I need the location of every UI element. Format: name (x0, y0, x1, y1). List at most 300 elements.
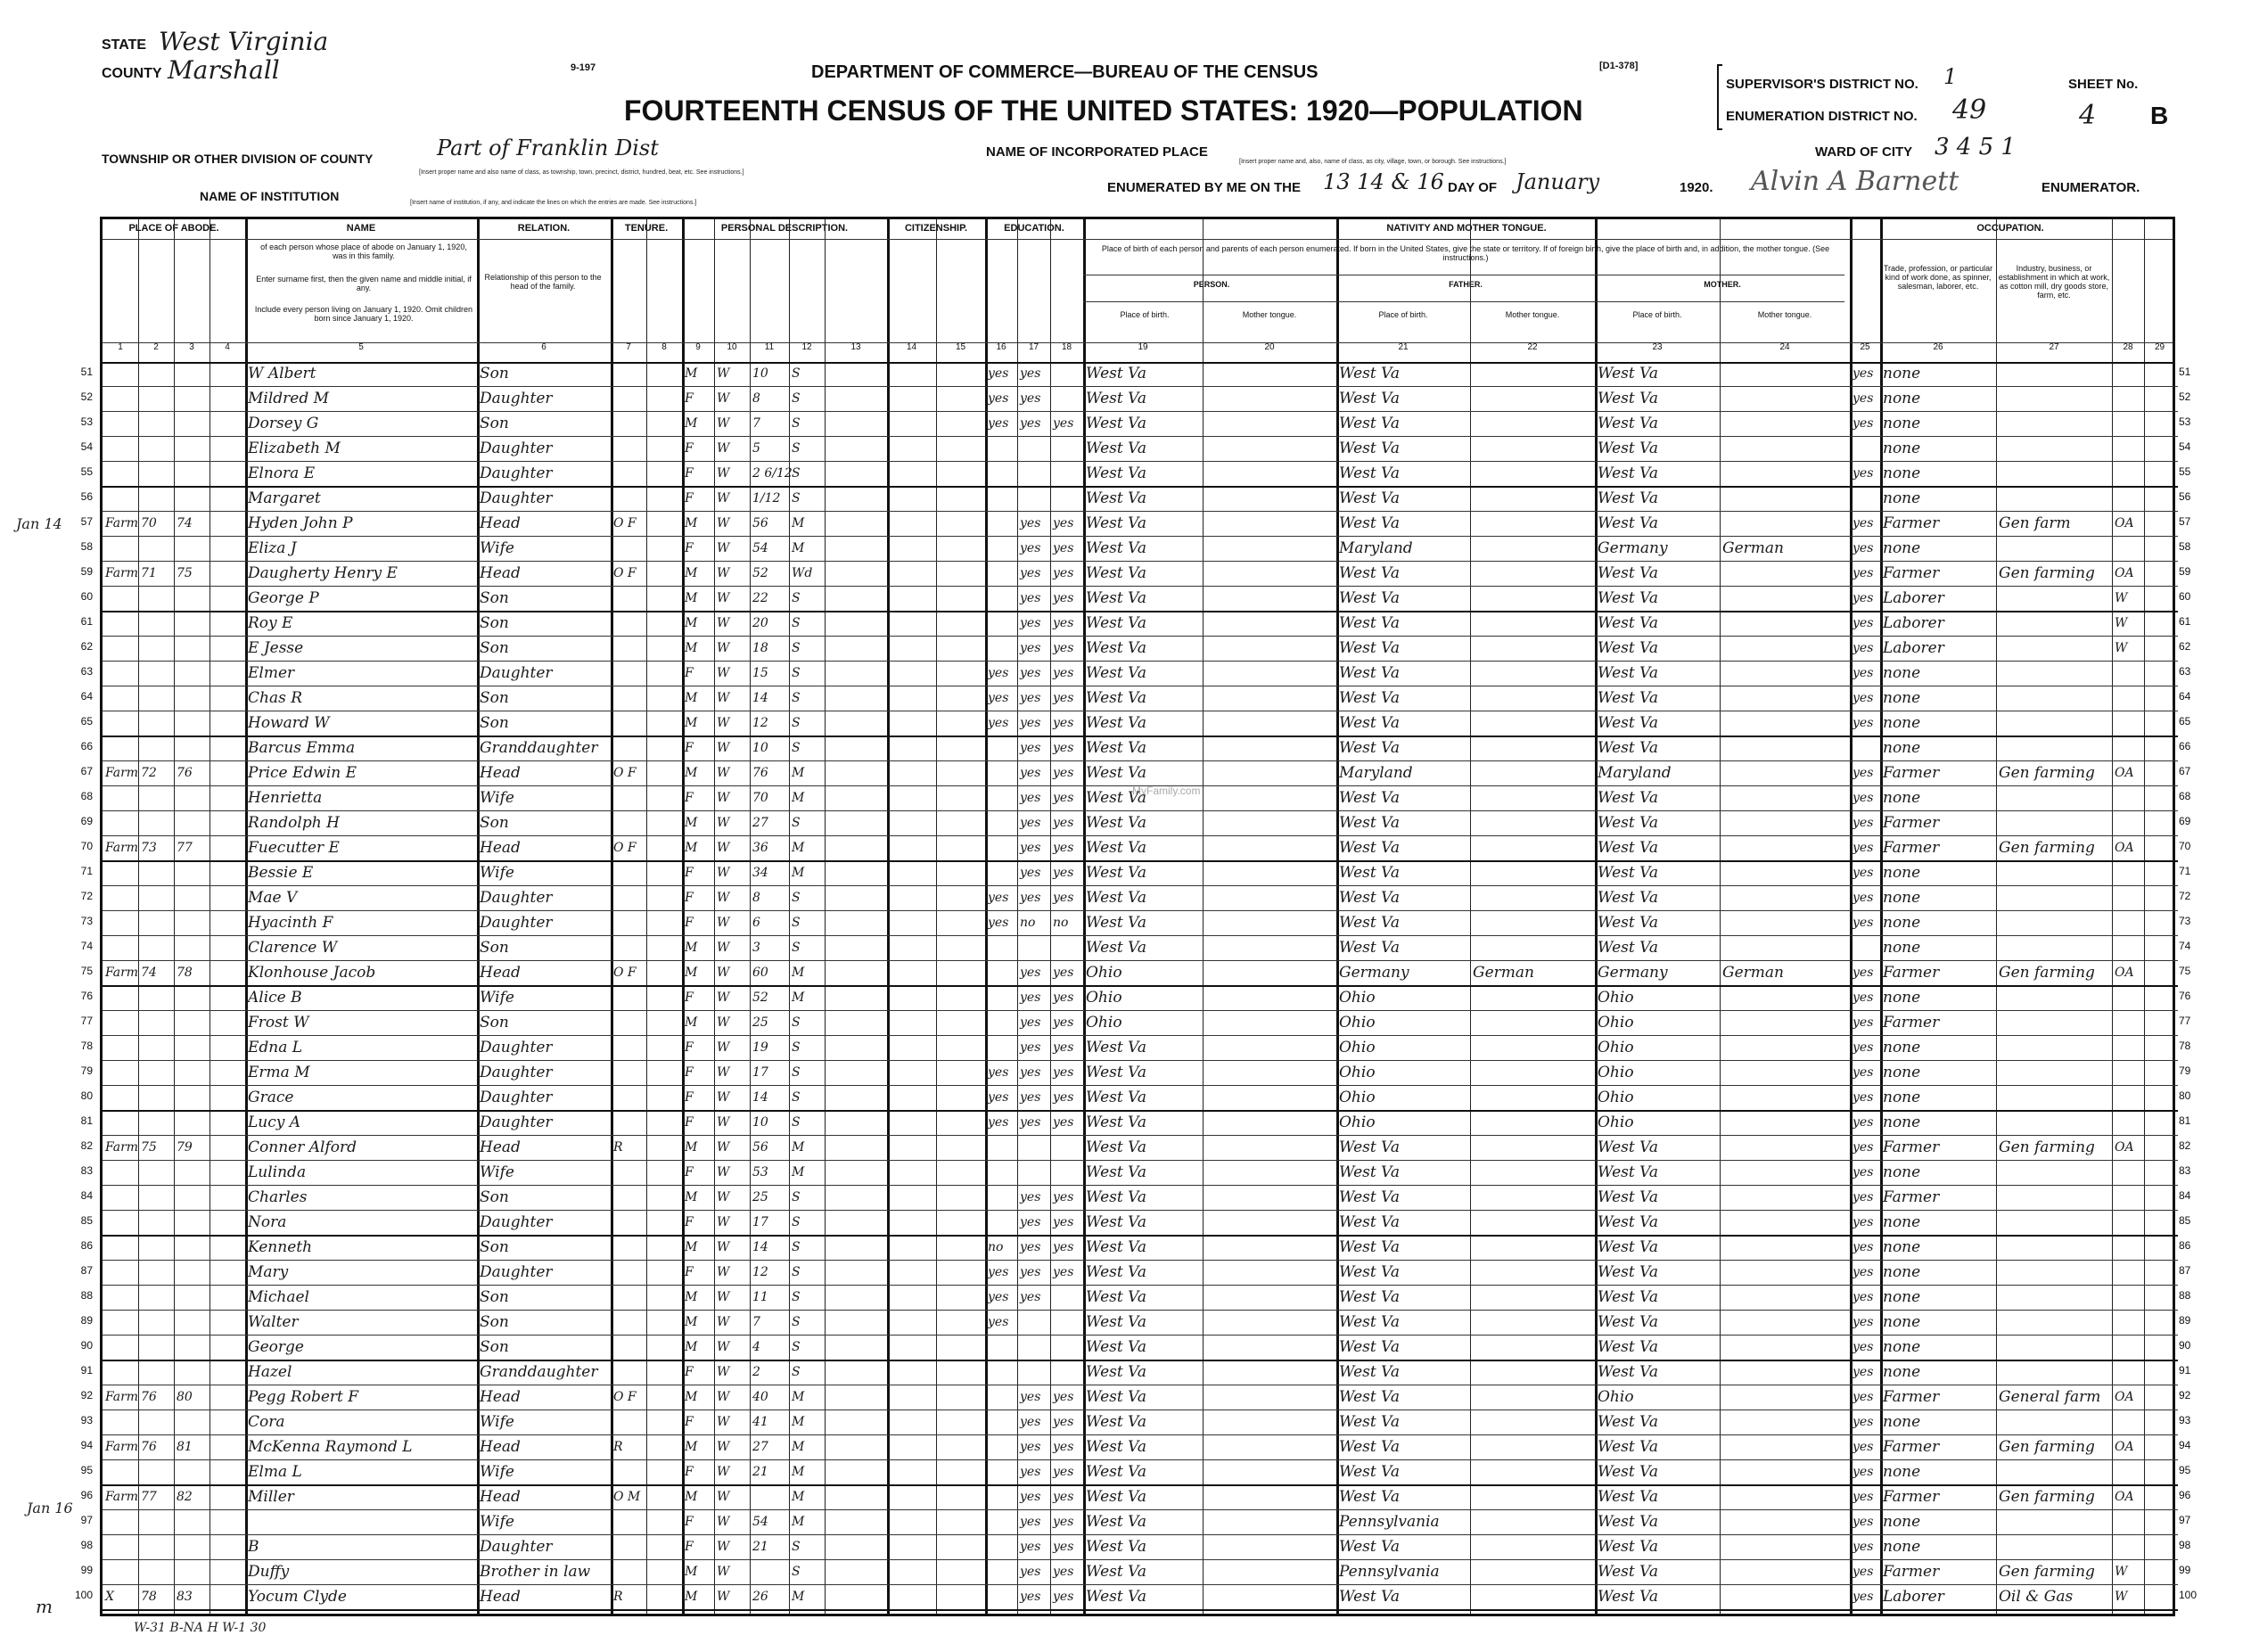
cell-birth: West Va (1086, 365, 1146, 382)
cell-english: yes (1853, 891, 1874, 905)
cell-sex: F (685, 391, 694, 406)
table-row (103, 1061, 2178, 1084)
cell-trade: none (1883, 739, 1921, 757)
cell-street: Farm (105, 1140, 139, 1155)
column-number: 3 (189, 342, 194, 352)
cell-age: 4 (752, 1340, 760, 1354)
group-place-of-abode: PLACE OF ABODE. (128, 223, 219, 234)
cell-relation: Daughter (480, 489, 553, 507)
line-number-right: 76 (2179, 990, 2191, 1002)
cell-sex: F (685, 1165, 694, 1179)
cell-marital: M (792, 1515, 805, 1529)
cell-industry: Oil & Gas (1999, 1588, 2074, 1606)
line-number-right: 65 (2179, 715, 2191, 727)
table-row (103, 1535, 2178, 1558)
cell-mother-birth: West Va (1598, 889, 1658, 907)
cell-mother-birth: West Va (1598, 664, 1658, 682)
sheet-side: B (2150, 102, 2169, 129)
cell-race: W (717, 1590, 730, 1604)
line-number: 62 (80, 640, 93, 653)
form-id: [D1-378] (1599, 61, 1639, 71)
cell-father-birth: Ohio (1339, 1114, 1376, 1131)
cell-father-birth: West Va (1339, 864, 1400, 882)
cell-race: W (717, 466, 730, 481)
column-number: 12 (801, 342, 812, 352)
cell-write: yes (1053, 566, 1074, 580)
cell-read: yes (1020, 1465, 1041, 1479)
line-number: 90 (80, 1339, 93, 1352)
cell-relation: Head (480, 1488, 521, 1506)
cell-relation: Son (480, 614, 509, 632)
census-table (100, 217, 2175, 1616)
column-number: 9 (695, 342, 701, 352)
cell-mother-birth: West Va (1598, 839, 1658, 857)
cell-read: yes (1020, 1040, 1041, 1055)
cell-father-birth: West Va (1339, 514, 1400, 532)
cell-read: yes (1020, 616, 1041, 630)
cell-age: 10 (752, 741, 768, 755)
column-number: 6 (541, 342, 546, 352)
margin-note-jan16: Jan 16 (27, 1500, 73, 1516)
cell-marital: S (792, 1040, 801, 1055)
cell-trade: none (1883, 1163, 1921, 1181)
cell-marital: S (792, 416, 801, 431)
cell-name: Mae V (248, 889, 298, 907)
cell-read: yes (1020, 691, 1041, 705)
cell-father-birth: West Va (1339, 1288, 1400, 1306)
cell-write: yes (1053, 1115, 1074, 1130)
mother-tongue-header: Mother tongue. (1757, 310, 1812, 319)
township-label: TOWNSHIP OR OTHER DIVISION OF COUNTY (102, 152, 374, 166)
cell-trade: none (1883, 664, 1921, 682)
cell-street: Farm (105, 766, 139, 780)
cell-birth: West Va (1086, 464, 1146, 482)
cell-relation: Daughter (480, 390, 553, 407)
cell-english: yes (1853, 1240, 1874, 1254)
cell-sex: M (685, 941, 698, 955)
cell-sex: M (685, 591, 698, 605)
cell-name: Hyacinth F (248, 914, 333, 932)
column-number: 28 (2123, 342, 2133, 352)
table-row (103, 587, 2178, 610)
cell-dwelling: 75 (141, 1140, 157, 1155)
line-number: 87 (80, 1264, 93, 1277)
cell-father-birth: West Va (1339, 464, 1400, 482)
cell-name: Margaret (248, 489, 321, 507)
table-row (103, 537, 2178, 560)
cell-birth: West Va (1086, 1263, 1146, 1281)
cell-trade: Farmer (1883, 964, 1940, 982)
group-education: EDUCATION. (1004, 223, 1064, 234)
cell-mother-birth: West Va (1598, 1263, 1658, 1281)
cell-write: yes (1053, 666, 1074, 680)
cell-class: OA (2115, 1440, 2134, 1454)
cell-mother-birth: West Va (1598, 1313, 1658, 1331)
cell-name: Klonhouse Jacob (248, 964, 376, 982)
cell-father-birth: West Va (1339, 1313, 1400, 1331)
cell-family: 76 (177, 766, 193, 780)
cell-birth: West Va (1086, 889, 1146, 907)
mother-header: MOTHER. (1704, 280, 1741, 289)
trade-header: Trade, profession, or particular kind of work done, as spinner, salesman, laborer, etc. (1883, 264, 1993, 291)
cell-school: yes (988, 1315, 1009, 1329)
cell-name: Duffy (248, 1563, 290, 1581)
cell-father-birth: West Va (1339, 489, 1400, 507)
cell-race: W (717, 1065, 730, 1080)
cell-english: yes (1853, 1265, 1874, 1279)
cell-sex: M (685, 616, 698, 630)
cell-race: W (717, 1340, 730, 1354)
cell-relation: Daughter (480, 1089, 553, 1106)
cell-school: yes (988, 416, 1009, 431)
cell-name: Charles (248, 1188, 308, 1206)
cell-name: Elizabeth M (248, 440, 341, 457)
group-nativity: NATIVITY AND MOTHER TONGUE. (1386, 223, 1547, 234)
table-row (103, 462, 2178, 485)
cell-marital: S (792, 1240, 801, 1254)
cell-school: yes (988, 391, 1009, 406)
cell-marital: S (792, 1540, 801, 1554)
cell-mother-birth: West Va (1598, 1588, 1658, 1606)
cell-read: yes (1020, 841, 1041, 855)
cell-race: W (717, 791, 730, 805)
line-number: 59 (80, 565, 93, 578)
column-number: 19 (1138, 342, 1148, 352)
cell-school: yes (988, 916, 1009, 930)
cell-english: yes (1853, 516, 1874, 530)
cell-english: yes (1853, 466, 1874, 481)
line-number: 69 (80, 815, 93, 827)
cell-mother-birth: West Va (1598, 1238, 1658, 1256)
cell-trade: Farmer (1883, 839, 1940, 857)
cell-name: Kenneth (248, 1238, 313, 1256)
table-row (103, 1585, 2178, 1608)
cell-name: Cora (248, 1413, 285, 1431)
cell-marital: S (792, 491, 801, 505)
cell-birth: Ohio (1086, 989, 1122, 1007)
table-row (103, 961, 2178, 984)
cell-read: yes (1020, 1240, 1041, 1254)
district-bracket (1717, 64, 1722, 130)
line-number: 66 (80, 740, 93, 752)
line-number-right: 68 (2179, 790, 2191, 802)
cell-sex: M (685, 416, 698, 431)
cell-mother-birth: West Va (1598, 365, 1658, 382)
cell-sex: M (685, 966, 698, 980)
cell-industry: Gen farming (1999, 564, 2095, 582)
cell-marital: M (792, 1390, 805, 1404)
cell-birth: West Va (1086, 764, 1146, 782)
cell-trade: none (1883, 365, 1921, 382)
cell-marital: S (792, 1065, 801, 1080)
cell-father-birth: West Va (1339, 1213, 1400, 1231)
line-number-right: 55 (2179, 465, 2191, 478)
cell-write: yes (1053, 966, 1074, 980)
cell-birth: West Va (1086, 1313, 1146, 1331)
cell-race: W (717, 891, 730, 905)
cell-school: yes (988, 1265, 1009, 1279)
cell-marital: M (792, 841, 805, 855)
line-number: 70 (80, 840, 93, 852)
cell-age: 12 (752, 1265, 768, 1279)
cell-mother-birth: West Va (1598, 739, 1658, 757)
table-row (103, 1510, 2178, 1533)
table-row (103, 487, 2178, 510)
cell-tenure: O F (613, 966, 637, 980)
line-number: 63 (80, 665, 93, 678)
name-desc: of each person whose place of abode on January 1, 1920, was in this family. (260, 242, 467, 260)
cell-english: yes (1853, 616, 1874, 630)
cell-age: 52 (752, 990, 768, 1005)
cell-sex: M (685, 1290, 698, 1304)
cell-age: 19 (752, 1040, 768, 1055)
cell-english: yes (1853, 1415, 1874, 1429)
cell-father-birth: West Va (1339, 839, 1400, 857)
township-value: Part of Franklin Dist (437, 136, 659, 160)
cell-relation: Son (480, 714, 509, 732)
line-number: 83 (80, 1164, 93, 1177)
column-number: 17 (1028, 342, 1039, 352)
line-number-right: 90 (2179, 1339, 2191, 1352)
cell-write: yes (1053, 1415, 1074, 1429)
table-row (103, 1460, 2178, 1484)
cell-read: yes (1020, 516, 1041, 530)
cell-sex: F (685, 1415, 694, 1429)
table-row (103, 512, 2178, 535)
cell-birth: West Va (1086, 939, 1146, 957)
cell-mother-birth: Ohio (1598, 1039, 1634, 1056)
cell-english: yes (1853, 1365, 1874, 1379)
cell-age: 17 (752, 1065, 768, 1080)
cell-relation: Daughter (480, 1538, 553, 1556)
watermark: MyFamily.com (1132, 785, 1201, 797)
cell-father-birth: West Va (1339, 564, 1400, 582)
cell-mother-birth: West Va (1598, 1413, 1658, 1431)
group-relation: RELATION. (517, 223, 571, 234)
line-number: 89 (80, 1314, 93, 1327)
cell-relation: Daughter (480, 1114, 553, 1131)
cell-tenure: O M (613, 1490, 641, 1504)
cell-read: yes (1020, 990, 1041, 1005)
line-number-right: 99 (2179, 1564, 2191, 1576)
cell-name: Alice B (248, 989, 302, 1007)
cell-class: OA (2115, 566, 2134, 580)
cell-mother-birth: West Va (1598, 814, 1658, 832)
cell-mother-birth: West Va (1598, 1163, 1658, 1181)
cell-mother-birth: West Va (1598, 1438, 1658, 1456)
line-number: 91 (80, 1364, 93, 1377)
cell-mother-birth: West Va (1598, 914, 1658, 932)
cell-name: Chas R (248, 689, 303, 707)
cell-tenure: O F (613, 1390, 637, 1404)
cell-marital: S (792, 941, 801, 955)
cell-english: yes (1853, 1565, 1874, 1579)
column-number: 29 (2154, 342, 2165, 352)
cell-trade: none (1883, 1064, 1921, 1081)
cell-class: OA (2115, 1390, 2134, 1404)
cell-age: 53 (752, 1165, 768, 1179)
line-number: 55 (80, 465, 93, 478)
cell-trade: Farmer (1883, 764, 1940, 782)
cell-race: W (717, 841, 730, 855)
cell-race: W (717, 1240, 730, 1254)
cell-read: yes (1020, 816, 1041, 830)
cell-marital: S (792, 1565, 801, 1579)
table-row (103, 911, 2178, 934)
table-row (103, 786, 2178, 810)
cell-class: OA (2115, 1490, 2134, 1504)
line-number-right: 85 (2179, 1214, 2191, 1227)
cell-marital: S (792, 641, 801, 655)
cell-write: yes (1053, 1090, 1074, 1105)
cell-race: W (717, 441, 730, 456)
cell-birth: West Va (1086, 1513, 1146, 1531)
cell-relation: Head (480, 1138, 521, 1156)
cell-school: yes (988, 1115, 1009, 1130)
cell-read: yes (1020, 641, 1041, 655)
cell-birth: Ohio (1086, 1014, 1122, 1031)
cell-mother-birth: Ohio (1598, 1014, 1634, 1031)
cell-father-birth: Pennsylvania (1339, 1563, 1440, 1581)
cell-marital: S (792, 1265, 801, 1279)
cell-age: 56 (752, 1140, 768, 1155)
margin-note-jan14: Jan 14 (16, 515, 62, 532)
cell-name: Elmer (248, 664, 295, 682)
cell-school: yes (988, 366, 1009, 381)
father-tongue-header: Mother tongue. (1505, 310, 1560, 319)
cell-age: 14 (752, 691, 768, 705)
cell-father-birth: West Va (1339, 614, 1400, 632)
line-number-right: 74 (2179, 940, 2191, 952)
cell-write: yes (1053, 1015, 1074, 1030)
cell-sex: F (685, 441, 694, 456)
cell-mother-birth: West Va (1598, 614, 1658, 632)
line-number-right: 94 (2179, 1439, 2191, 1451)
line-number: 78 (80, 1040, 93, 1052)
cell-relation: Son (480, 365, 509, 382)
cell-trade: none (1883, 1114, 1921, 1131)
cell-relation: Son (480, 639, 509, 657)
cell-english: yes (1853, 1040, 1874, 1055)
cell-marital: S (792, 691, 801, 705)
cell-trade: none (1883, 989, 1921, 1007)
cell-mother-birth: West Va (1598, 864, 1658, 882)
cell-relation: Head (480, 764, 521, 782)
cell-father-birth: West Va (1339, 939, 1400, 957)
cell-tenure: O F (613, 516, 637, 530)
cell-mother-birth: West Va (1598, 489, 1658, 507)
cell-age: 5 (752, 441, 760, 456)
table-row (103, 1186, 2178, 1209)
cell-write: yes (1053, 1065, 1074, 1080)
cell-class: W (2115, 1590, 2128, 1604)
cell-name: Price Edwin E (248, 764, 357, 782)
line-number-right: 73 (2179, 915, 2191, 927)
line-number-right: 60 (2179, 590, 2191, 603)
cell-mother-birth: West Va (1598, 689, 1658, 707)
table-row (103, 1385, 2178, 1409)
cell-marital: M (792, 541, 805, 555)
cell-write: yes (1053, 1390, 1074, 1404)
cell-birth: West Va (1086, 1388, 1146, 1406)
cell-dwelling: 77 (141, 1490, 157, 1504)
cell-trade: Farmer (1883, 1138, 1940, 1156)
cell-father-birth: West Va (1339, 589, 1400, 607)
line-number-right: 79 (2179, 1064, 2191, 1077)
cell-sex: F (685, 1465, 694, 1479)
cell-write: yes (1053, 741, 1074, 755)
line-number-right: 71 (2179, 865, 2191, 877)
cell-dwelling: 76 (141, 1390, 157, 1404)
table-row (103, 1560, 2178, 1583)
cell-trade: none (1883, 1039, 1921, 1056)
line-number: 75 (80, 965, 93, 977)
cell-read: yes (1020, 966, 1041, 980)
cell-race: W (717, 1140, 730, 1155)
line-number: 71 (80, 865, 93, 877)
cell-birth: West Va (1086, 1238, 1146, 1256)
cell-race: W (717, 1490, 730, 1504)
name-desc3: Include every person living on January 1, 1920. Omit children born since January 1, 1920. (254, 305, 473, 323)
cell-age: 20 (752, 616, 768, 630)
mother-birth-header: Place of birth. (1632, 310, 1682, 319)
cell-school: yes (988, 716, 1009, 730)
cell-industry: General farm (1999, 1388, 2101, 1406)
cell-read: yes (1020, 791, 1041, 805)
cell-trade: none (1883, 390, 1921, 407)
cell-age: 76 (752, 766, 768, 780)
cell-age: 60 (752, 966, 768, 980)
cell-father-birth: West Va (1339, 1263, 1400, 1281)
cell-relation: Son (480, 1338, 509, 1356)
cell-name: Nora (248, 1213, 287, 1231)
cell-birth: West Va (1086, 1039, 1146, 1056)
cell-race: W (717, 1290, 730, 1304)
cell-family: 79 (177, 1140, 193, 1155)
cell-birth: West Va (1086, 415, 1146, 432)
cell-race: W (717, 616, 730, 630)
cell-mother-birth: West Va (1598, 564, 1658, 582)
cell-birth: Ohio (1086, 964, 1122, 982)
cell-marital: M (792, 1590, 805, 1604)
cell-relation: Son (480, 1288, 509, 1306)
column-number: 2 (153, 342, 159, 352)
cell-relation: Wife (480, 1163, 514, 1181)
cell-relation: Granddaughter (480, 1363, 598, 1381)
table-row (103, 1011, 2178, 1034)
cell-trade: none (1883, 914, 1921, 932)
table-row (103, 1036, 2178, 1059)
cell-sex: M (685, 1490, 698, 1504)
line-number-right: 52 (2179, 390, 2191, 403)
nativity-subrule (1083, 301, 1844, 302)
line-number-right: 86 (2179, 1239, 2191, 1252)
cell-father-birth: West Va (1339, 1363, 1400, 1381)
cell-race: W (717, 516, 730, 530)
cell-father-birth: West Va (1339, 789, 1400, 807)
cell-trade: Farmer (1883, 1388, 1940, 1406)
cell-birth: West Va (1086, 514, 1146, 532)
cell-relation: Wife (480, 1463, 514, 1481)
cell-english: yes (1853, 566, 1874, 580)
column-number: 4 (225, 342, 230, 352)
cell-class: OA (2115, 1140, 2134, 1155)
cell-race: W (717, 1440, 730, 1454)
cell-race: W (717, 1390, 730, 1404)
cell-name: George (248, 1338, 304, 1356)
cell-name: Hazel (248, 1363, 292, 1381)
cell-race: W (717, 691, 730, 705)
